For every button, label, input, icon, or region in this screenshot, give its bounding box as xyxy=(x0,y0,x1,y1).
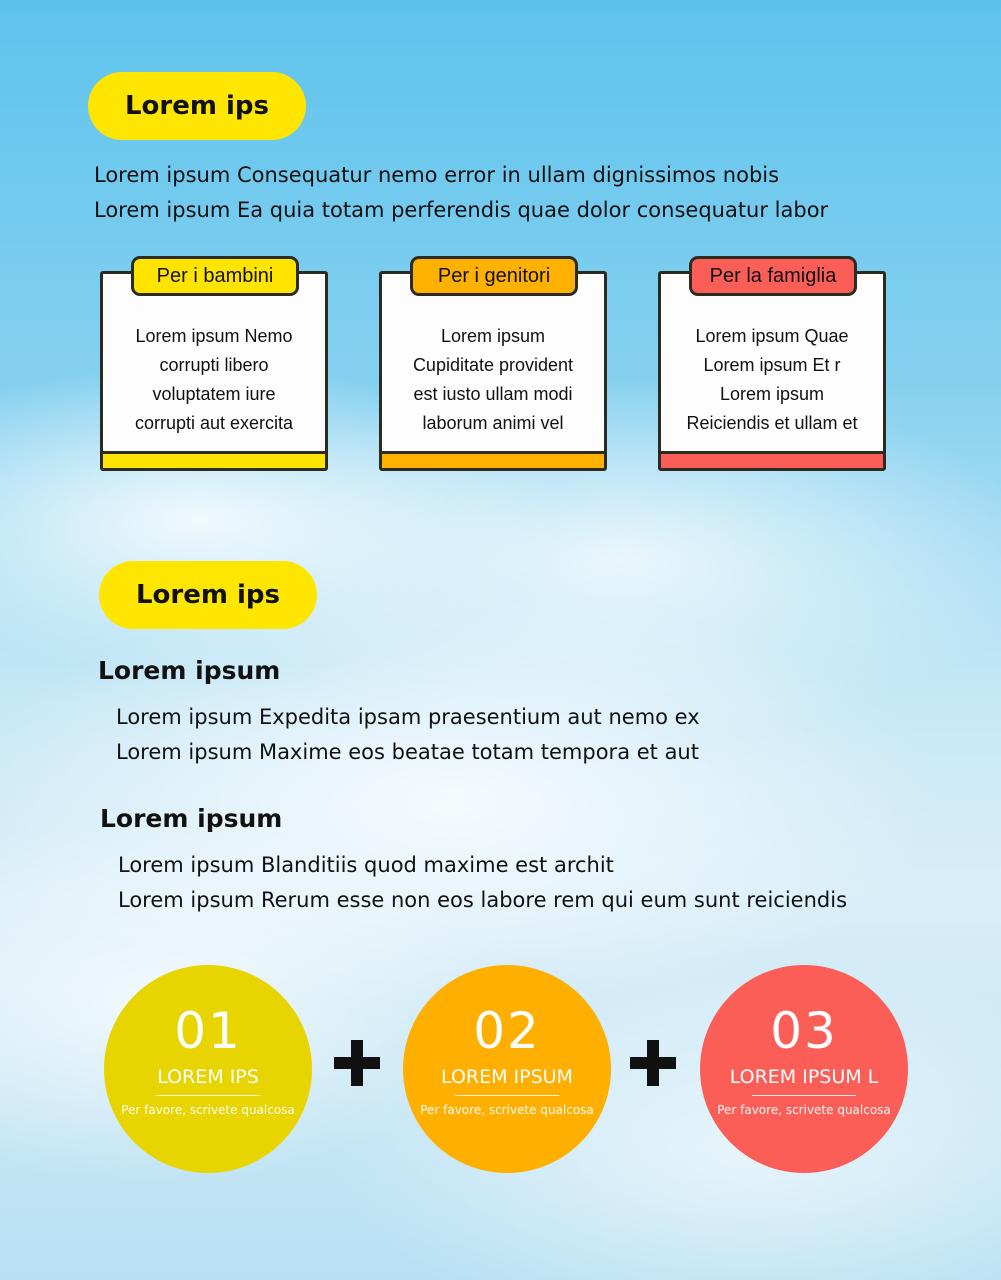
step-label: LOREM IPSUM xyxy=(441,1066,573,1088)
card-parents xyxy=(379,264,607,471)
card-line: Reiciendis et ullam et xyxy=(686,413,858,433)
step-caption: Per favore, scrivete qualcosa xyxy=(121,1103,295,1117)
card-color-bar xyxy=(103,451,325,468)
card-line: Lorem ipsum Et r xyxy=(703,355,841,375)
card-line: Lorem ipsum Quae xyxy=(695,326,849,346)
subsection-text xyxy=(116,700,700,770)
intro-line: Lorem ipsum Consequatur nemo error in ullam dignissimos nobis xyxy=(94,163,780,187)
card-line: est iusto ullam modi xyxy=(413,384,573,404)
card-children xyxy=(100,264,328,471)
plus-icon xyxy=(630,1040,676,1086)
step-circle-3 xyxy=(700,965,908,1173)
step-divider xyxy=(455,1095,559,1096)
step-caption: Per favore, scrivete qualcosa xyxy=(420,1103,594,1117)
intro-line: Lorem ipsum Ea quia totam perferendis quae dolor consequatur labor xyxy=(94,198,829,222)
section-title-pill: Lorem ips xyxy=(99,561,317,629)
intro-text xyxy=(94,158,828,228)
card-tab: Per i bambini xyxy=(131,256,299,296)
card-tab: Per la famiglia xyxy=(689,256,857,296)
card-line: corrupti aut exercita xyxy=(134,413,294,433)
subsection-text xyxy=(118,848,847,918)
step-circle-2 xyxy=(403,965,611,1173)
step-number: 01 xyxy=(174,1002,242,1060)
step-label: LOREM IPS xyxy=(157,1066,259,1088)
card-line: voluptatem iure xyxy=(152,384,276,404)
card-line: laborum animi vel xyxy=(422,413,564,433)
text-line: Lorem ipsum Rerum esse non eos labore rem qui eum sunt reiciendis xyxy=(118,888,848,912)
card-body xyxy=(392,322,594,438)
step-circle-1 xyxy=(104,965,312,1173)
card-tab: Per i genitori xyxy=(410,256,578,296)
card-line: Lorem ipsum Nemo xyxy=(135,326,293,346)
card-color-bar xyxy=(382,451,604,468)
text-line: Lorem ipsum Maxime eos beatae totam tempora et aut xyxy=(116,740,699,764)
card-line: Lorem ipsum xyxy=(719,384,825,404)
text-line: Lorem ipsum Blanditiis quod maxime est archit xyxy=(118,853,614,877)
card-color-bar xyxy=(661,451,883,468)
card-line: Cupiditate provident xyxy=(412,355,574,375)
card-family xyxy=(658,264,886,471)
text-line: Lorem ipsum Expedita ipsam praesentium aut nemo ex xyxy=(116,705,700,729)
card-body xyxy=(671,322,873,438)
subsection-heading: Lorem ipsum xyxy=(98,656,281,685)
step-divider xyxy=(752,1095,856,1096)
step-caption: Per favore, scrivete qualcosa xyxy=(717,1103,891,1117)
step-label: LOREM IPSUM L xyxy=(729,1066,879,1088)
step-number: 03 xyxy=(770,1002,838,1060)
card-line: Lorem ipsum xyxy=(440,326,546,346)
subsection-heading: Lorem ipsum xyxy=(100,804,283,833)
step-divider xyxy=(156,1095,260,1096)
section-title-pill: Lorem ips xyxy=(88,72,306,140)
card-body xyxy=(113,322,315,438)
plus-icon xyxy=(334,1040,380,1086)
card-line: corrupti libero xyxy=(159,355,269,375)
step-number: 02 xyxy=(473,1002,541,1060)
